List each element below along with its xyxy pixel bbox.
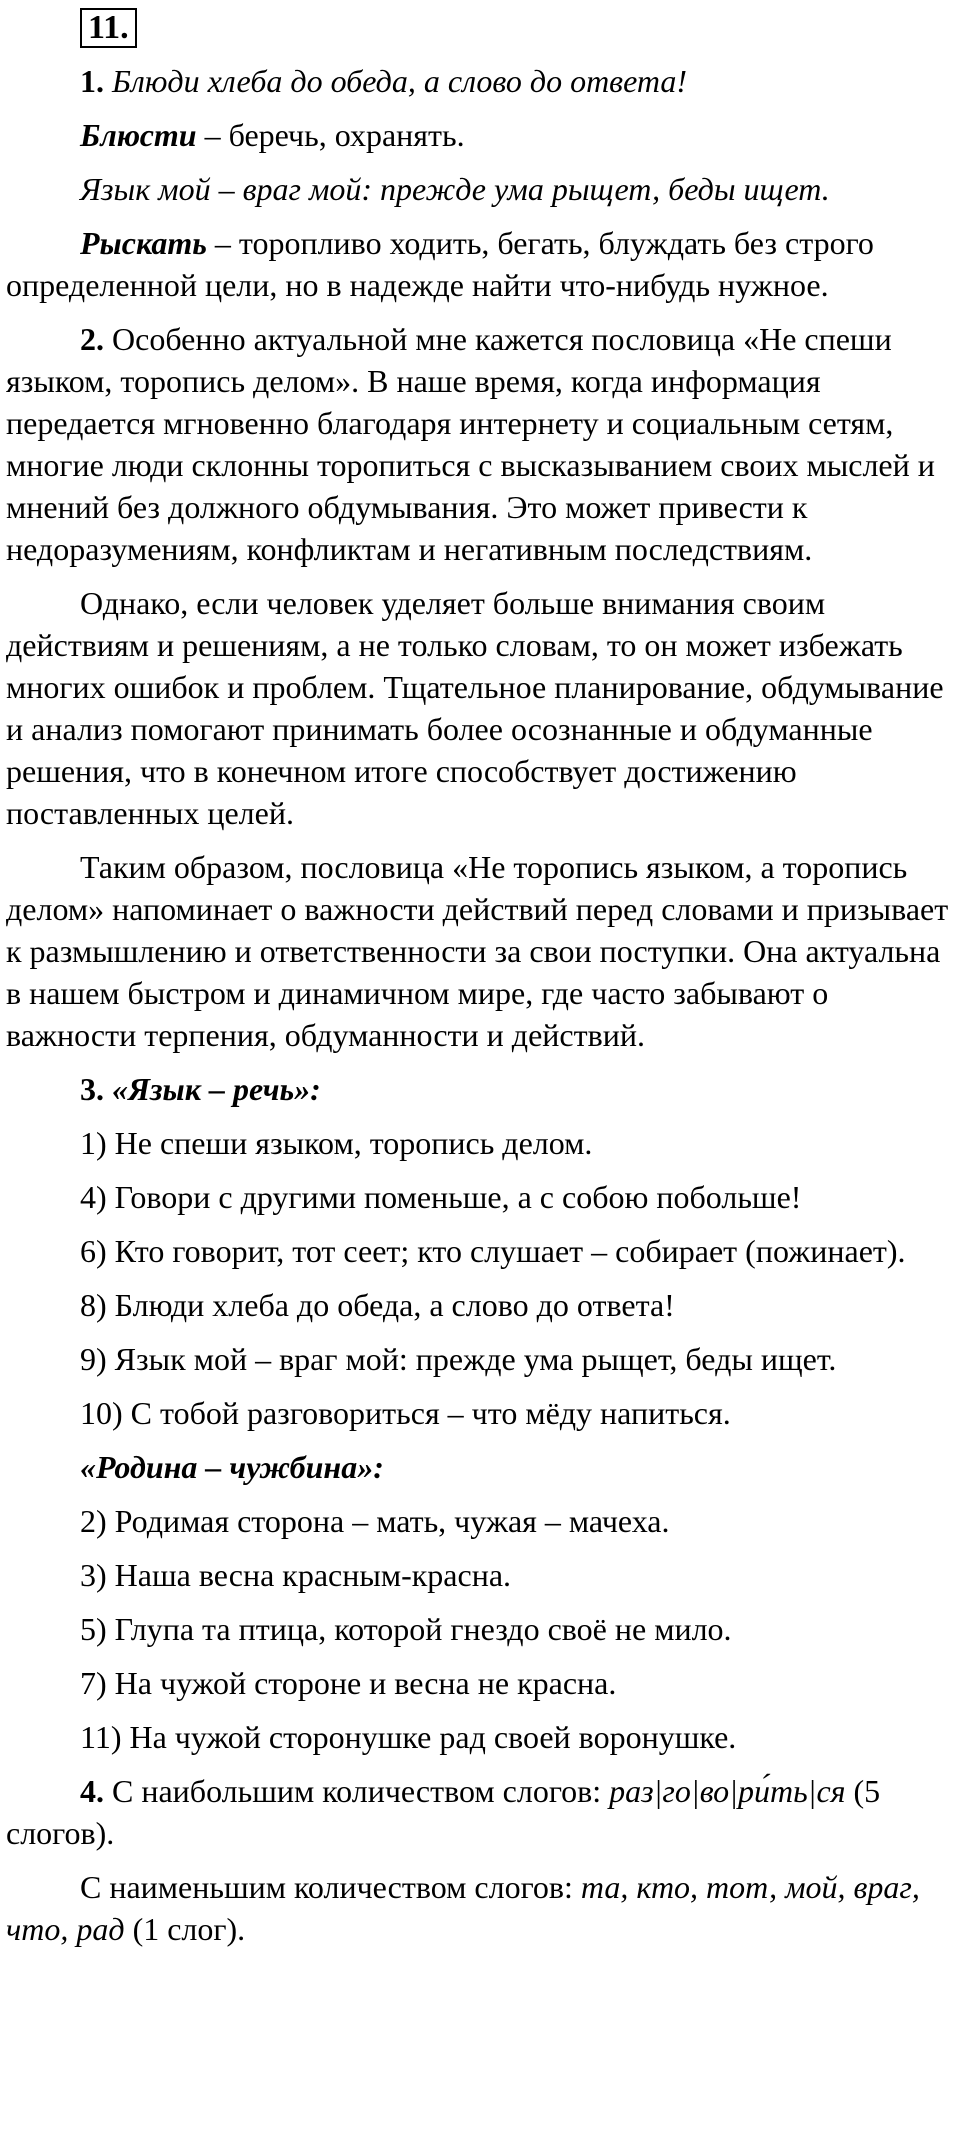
s2-num: 2. [80,321,104,357]
s3-group1-item: 6) Кто говорит, тот сеет; кто слушает – собирает (пожинает). [80,1233,906,1269]
s4-least-syllables [6,1866,960,1950]
s3-group1-title-text: «Язык – речь»: [112,1071,321,1107]
s3-group1-item: 1) Не спеши языком, торопись делом. [80,1125,593,1161]
s1-term1: Блюсти [80,117,197,153]
s3-group2-item: 3) Наша весна красным-красна. [80,1557,512,1593]
s3-group2-title [6,1446,960,1488]
s1-definition1 [6,114,960,156]
s3-group1-item: 4) Говори с другими поменьше, а с собою побольше! [80,1179,802,1215]
s4-most-syllables [6,1770,960,1854]
s1-proverb1-text: Блюди хлеба до обеда, а слово до ответа! [112,63,687,99]
s3-group1-title [6,1068,960,1110]
s2-p1: Особенно актуальной мне кажется пословица «Не спеши языком, торопись делом». В наше время, когда информация передается мгновенно благодаря интернету и социальным сетям, многие люди склонны торопиться с высказыванием своих мыслей и мнений без должного обдумывания. Это может привести к недоразумениям, конфликтам и негативным последствиям. [6,321,935,567]
s1-definition2 [6,222,960,306]
s3-group1-item: 8) Блюди хлеба до обеда, а слово до ответа! [80,1287,675,1323]
s3-group2-item: 7) На чужой стороне и весна не красна. [80,1665,617,1701]
s3-group2-item: 5) Глупа та птица, которой гнездо своё не мило. [80,1611,732,1647]
s3-group2-item: 2) Родимая сторона – мать, чужая – мачеха. [80,1503,670,1539]
s1-proverb2 [6,168,960,210]
s3-group2-title-text: «Родина – чужбина»: [80,1449,384,1485]
s3-num: 3. [80,1071,104,1107]
s1-term2: Рыскать [80,225,207,261]
s2-paragraph2: Однако, если человек уделяет больше внимания своим действиям и решениям, а не только словам, то он может избежать многих ошибок и проблем. Тщательное планирование, обдумывание и анализ помогают принимать более осознанные и обдуманные решения, что в конечном итоге способствует достижению поставленных целей. [6,585,944,831]
s4-most-label: С наибольшим количеством слогов: [104,1773,602,1809]
s4-num: 4. [80,1773,104,1809]
s1-def2: – торопливо ходить, бегать, блуждать без строго определенной цели, но в надежде найти что-нибудь нужное. [6,225,874,303]
s1-def1: – беречь, охранять. [196,117,465,153]
s4-least-label: С наименьшим количеством слогов: [80,1869,581,1905]
s2-paragraph3: Таким образом, пословица «Не торопись языком, а торопись делом» напоминает о важности действий перед словами и призывает к размышлению и ответственности за свои поступки. Она актуальна в нашем быстром и динамичном мире, где часто забывают о важности терпения, обдуманности и действий. [6,849,949,1053]
s1-proverb2-text: Язык мой – враг мой: прежде ума рыщет, беды ищет. [80,171,830,207]
s4-least-words: та, кто, тот, мой, враг, что, рад [6,1869,920,1947]
s1-proverb1 [6,60,960,102]
s3-group2-item: 11) На чужой сторонушке рад своей воронушке. [80,1719,737,1755]
s3-group1-item: 10) С тобой разговориться – что мёду напиться. [80,1395,731,1431]
exercise-number: 11. [80,8,137,48]
s1-num: 1. [80,63,104,99]
s4-most-count: (5 слогов). [6,1773,881,1851]
s4-least-count: (1 слог). [124,1911,246,1947]
s2-paragraph1 [6,318,960,570]
s4-most-word: раз|го|во|ри́ть|ся [609,1773,846,1809]
s3-group1-item: 9) Язык мой – враг мой: прежде ума рыщет, беды ищет. [80,1341,837,1377]
